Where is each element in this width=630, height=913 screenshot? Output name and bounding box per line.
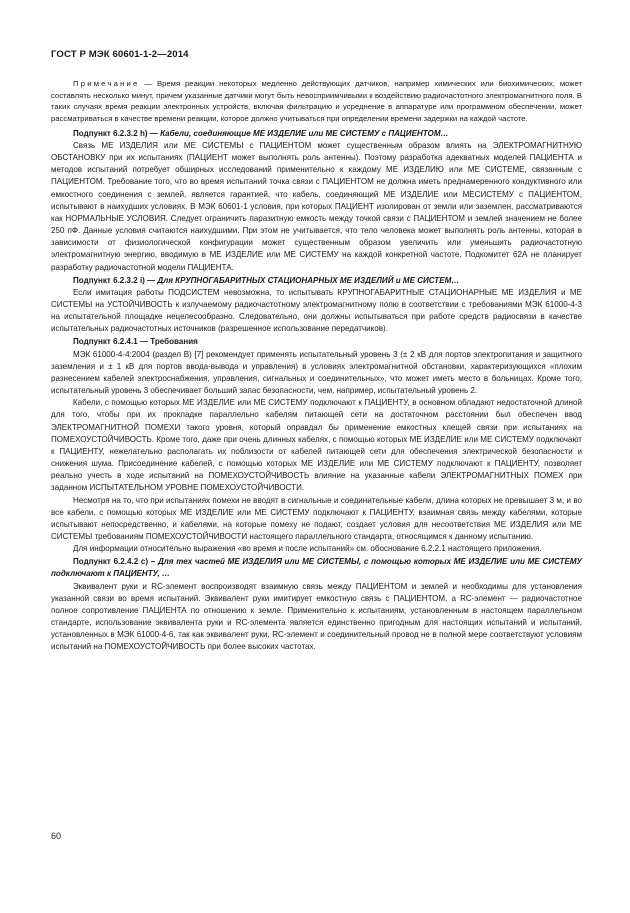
standard-header: ГОСТ Р МЭК 60601-1-2—2014 [51,49,189,60]
section-number: Подпункт 6.2.3.2 h) [73,128,148,138]
body-paragraph: Если имитация работы ПОДСИСТЕМ невозможна, то испытывать КРУПНОГАБАРИТНЫЕ СТАЦИОНАРНЫЕ МЕ ИЗДЕЛИЯ и МЕ СИСТЕМЫ на УСТОЙЧИВОСТЬ к излучаемому радиочастотному электромагнитному полю в соответствии с требованиями МЭК 61000-4-3 на испытательной площадке нецелесообразно. Следовательно, они должны испытываться при работе средств радиосвязи в качестве испытательных радиочастотных источников (разрешенное использование передатчиков). [51,287,582,334]
section-heading [51,336,582,348]
section-number: Подпункт 6.2.3.2 i) [73,275,145,285]
section-title: — Требования [137,337,198,347]
section-title: — Кабели, соединяющие МЕ ИЗДЕЛИЕ или МЕ СИСТЕМУ с ПАЦИЕНТОМ… [147,128,449,138]
document-body [51,78,582,654]
body-paragraph: Кабели, с помощью которых МЕ ИЗДЕЛИЕ или МЕ СИСТЕМУ подключают к ПАЦИЕНТУ, в основном обладают недостаточной длиной для того, чтобы при их прокладке параллельно кабелям питающей сети на достаточном расстоянии был обеспечен ввод ЭЛЕКТРОМАГНИТНОЙ ПОМЕХИ такого уровня, который оправдал бы применение емкостных клещей связи при испытаниях на ПОМЕХОУСТОЙЧИВОСТЬ. Кроме того, даже при очень длинных кабелях, с помощью которых МЕ ИЗДЕЛИЕ или МЕ СИСТЕМУ подключают к ПАЦИЕНТУ, нежелательно располагать их поблизости от кабелей питающей сети для обеспечения электрической безопасности и снижения шума. Присоединение кабелей, с помощью которых МЕ ИЗДЕЛИЕ или МЕ СИСТЕМУ подключают к ПАЦИЕНТУ, позволяет реально учесть в ходе испытаний на ПОМЕХОУСТОЙЧИВОСТЬ влияние на указанные кабели ЭЛЕКТРОМАГНИТНЫХ ПОМЕХ при заданном ИСПЫТАТЕЛЬНОМ УРОВНЕ ПОМЕХОУСТОЙЧИВОСТИ. [51,398,582,493]
section-title: – Для тех частей МЕ ИЗДЕЛИЯ или МЕ СИСТЕМЫ, с помощью которых МЕ ИЗДЕЛИЕ или МЕ СИСТЕМУ подключают к ПАЦИЕНТУ, … [51,557,582,579]
body-paragraph: Несмотря на то, что при испытаниях помехи не вводят в сигнальные и соединительные кабели, длина которых не превышает 3 м, и во все кабели, с помощью которых МЕ ИЗДЕЛИЕ или МЕ СИСТЕМУ подключают к ПАЦИЕНТУ, взаимная связь между кабелями, которые испытывают непосредственно, и кабелями, на которые помеху не подают, создает условия для несоответствия МЕ ИЗДЕЛИЯ или МЕ СИСТЕМЫ требованиям ПОМЕХОУСТОЙЧИВОСТИ настоящего параллельного стандарта, относящимся к данному испытанию. [51,495,582,541]
section-title: — Для КРУПНОГАБАРИТНЫХ СТАЦИОНАРНЫХ МЕ ИЗДЕЛИЙ и МЕ СИСТЕМ… [144,275,460,285]
section-number: Подпункт 6.2.4.1 [73,337,138,347]
body-paragraph: Для информации относительно выражения «во время и после испытаний» см. обоснование 6.2.2.1 настоящего приложения. [73,544,542,554]
page-number: 60 [51,831,62,841]
note-label: Примечание [73,79,140,88]
body-paragraph: МЭК 61000-4-4:2004 (раздел В) [7] рекомендует применять испытательный уровень 3 (± 2 кВ для портов электропитания и защитного заземления и ± 1 кВ для портов ввода-вывода и управления) в условиях электромагнитной обстановки, характеризующихся «плохим разнесением кабелей электроснабжения, управления, сигнальных и соединительных», что может иметь место в больницах. Кроме того, испытательный уровень 3 обеспечивает больший запас безопасности, чем, например, испытательный уровень 2. [51,349,582,396]
section-heading [51,128,582,140]
body-paragraph: Эквивалент руки и RC-элемент воспроизводят взаимную связь между ПАЦИЕНТОМ и землей и необходимы для установления указанной связи во время испытаний. Эквивалент руки имитирует емкостную связь с ПАЦИЕНТОМ, а RC-элемент — радиочастотное полное сопротивление ПАЦИЕНТА по отношению к земле. Применительно к испытаниям, установленным в настоящем параллельном стандарте, использование эквивалента руки и RC-элемента является единственно пригодным для настоящих испытаний и испытаний, установленных в МЭК 61000-4-6, так как эквивалент руки, RC-элемент и соединительный провод не в полной мере соответствуют условиям испытаний на ПОМЕХОУСТОЙЧИВОСТЬ при более высоких частотах. [51,581,582,652]
body-paragraph: Связь МЕ ИЗДЕЛИЯ или МЕ СИСТЕМЫ с ПАЦИЕНТОМ может существенным образом влиять на ЭЛЕКТРОМАГНИТНУЮ ОБСТАНОВКУ при их испытаниях (ПАЦИЕНТ может выполнять роль антенны). Поэтому разработка адекватных моделей ПАЦИЕНТА и методов испытаний потребует обширных исследований применительно к каждому МЕ ИЗДЕЛИЮ или МЕ СИСТЕМЕ, связанным с ПАЦИЕНТОМ. Требование того, что во время испытаний точка связи с ПАЦИЕНТОМ не должна иметь преднамеренного кондуктивного или емкостного соединения с землей, является гарантией, что кабель, соединяющий МЕ ИЗДЕЛИЕ или МЕСИСТЕМУ с ПАЦИЕНТОМ, испытывают в наихудших условиях. В МЭК 60601-1 условия, при которых ПАЦИЕНТ изолирован от земли или заземлен, рассматриваются как НОРМАЛЬНЫЕ УСЛОВИЯ. Следует ограничить паразитную емкость между точкой связи с ПАЦИЕНТОМ и землей значением не более 250 пФ. Данные условия считаются наихудшими. При этом не учитывается, что тело человека может выполнять роль антенны, которая в зависимости от физиологической конфигурации может существенным образом увеличить или уменьшить радиочастотную электромагнитную энергию, вводимую в МЕ ИЗДЕЛИЕ или МЕ СИСТЕМУ на каждой конкретной частоте. Подкомитет 62А не планирует разработку радиочастотной модели ПАЦИЕНТА. [51,140,582,272]
note-paragraph [51,78,582,125]
section-heading [51,556,582,580]
note-text: — Время реакции некоторых медленно действующих датчиков, например химических или биохимических, может составлять несколько минут, причем указанные датчики могут быть невосприимчивыми к воздействию радиочастотного электромагнитного поля. В таких случаях время реакции электронных устройств, включая фильтрацию и усреднение в аппаратуре или программном обеспечении, может рассматриваться в качестве времени реакции, которое должно учитываться при определении времени задержки на каждой частоте. [51,79,582,124]
section-number: Подпункт 6.2.4.2 c) [73,557,149,567]
section-heading [51,275,582,287]
